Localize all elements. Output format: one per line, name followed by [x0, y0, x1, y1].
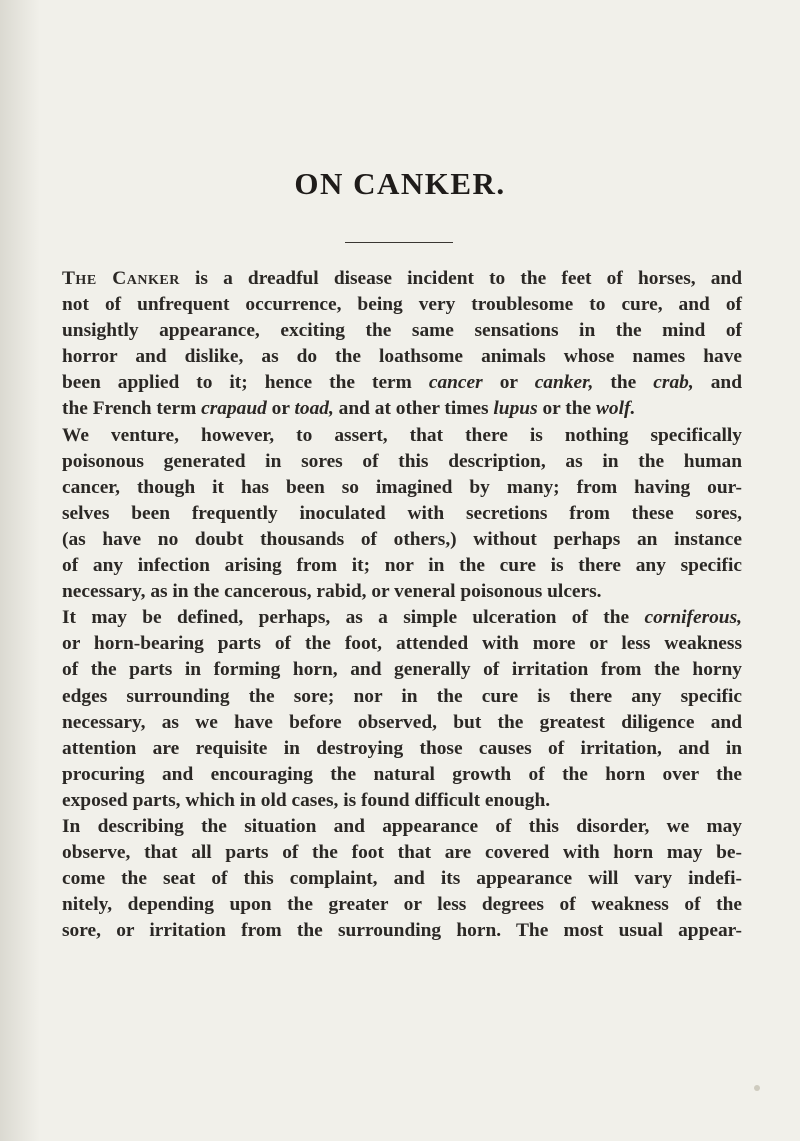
text-run: attention are requisite in destroying those causes of irritation, and in [62, 737, 742, 759]
title-rule [345, 242, 453, 243]
text-run: of any infection arising from it; nor in the cure is there any specific [62, 555, 742, 577]
text-line [62, 866, 742, 892]
text-run: (as have no doubt thousands of others,) without perhaps an instance [62, 528, 742, 550]
text-line [62, 814, 742, 840]
text-line [62, 449, 742, 475]
text-run: edges surrounding the sore; nor in the cure is there any specific [62, 685, 742, 707]
text-line [62, 892, 742, 918]
text-line [62, 527, 742, 553]
text-run: necessary, as in the cancerous, rabid, or veneral poisonous ulcers. [62, 581, 602, 603]
text-run: been applied to it; hence the term [62, 372, 429, 394]
text-run: or [266, 398, 295, 420]
text-run: the French term [62, 398, 202, 420]
text-line [62, 501, 742, 527]
chapter-title: ON CANKER. [294, 166, 506, 201]
italic-term: crab, [653, 372, 694, 394]
text-line [62, 605, 742, 631]
text-run: In describing the situation and appearance of this disorder, we may [62, 815, 742, 837]
text-line [62, 788, 742, 814]
text-line [62, 344, 742, 370]
text-line [62, 684, 742, 710]
text-run: the [593, 372, 654, 394]
text-run: come the seat of this complaint, and its appearance will vary indefi- [62, 868, 742, 890]
small-caps-lead: The Canker [62, 268, 180, 289]
text-line [62, 370, 742, 396]
text-line [62, 266, 742, 292]
text-line [62, 553, 742, 579]
text-run: not of unfrequent occurrence, being very troublesome to cure, and of [62, 294, 742, 316]
italic-term: lupus [493, 398, 538, 420]
italic-term: cancer [428, 372, 483, 394]
text-run: selves been frequently inoculated with secretions from these sores, [62, 502, 742, 524]
text-run: unsightly appearance, exciting the same sensations in the mind of [62, 320, 742, 342]
text-line [62, 631, 742, 657]
text-run: horror and dislike, as do the loathsome animals whose names have [62, 346, 742, 368]
text-line [62, 396, 742, 422]
paper-mark [754, 1085, 760, 1091]
text-line [62, 736, 742, 762]
italic-term: corniferous, [644, 607, 742, 629]
text-run: poisonous generated in sores of this description, as in the human [62, 450, 742, 472]
text-line [62, 579, 742, 605]
text-run: or the [537, 398, 596, 420]
text-run: is a dreadful disease incident to the feet of horses, and [179, 268, 742, 289]
text-run: and at other times [333, 398, 494, 420]
text-run: It may be defined, perhaps, as a simple ulceration of the [62, 607, 645, 629]
text-run: sore, or irritation from the surrounding horn. The most usual appear- [62, 920, 742, 942]
text-line [62, 475, 742, 501]
text-line [62, 318, 742, 344]
italic-term: toad, [294, 398, 334, 420]
text-line [62, 657, 742, 683]
text-line [62, 762, 742, 788]
text-run: and [693, 372, 742, 394]
body-text [62, 266, 742, 944]
text-line [62, 292, 742, 318]
text-run: necessary, as we have before observed, but the greatest diligence and [62, 711, 742, 733]
text-line [62, 918, 742, 944]
text-line [62, 710, 742, 736]
text-run: We venture, however, to assert, that there is nothing specifically [62, 424, 742, 446]
text-run: of the parts in forming horn, and generally of irritation from the horny [62, 659, 742, 681]
text-run: or horn-bearing parts of the foot, attended with more or less weakness [62, 633, 742, 655]
text-run: exposed parts, which in old cases, is found difficult enough. [62, 789, 551, 811]
text-run: observe, that all parts of the foot that are covered with horn may be- [62, 842, 742, 864]
italic-term: canker, [534, 372, 594, 394]
text-line [62, 840, 742, 866]
text-run: nitely, depending upon the greater or less degrees of weakness of the [62, 894, 742, 916]
italic-term: wolf. [595, 398, 636, 420]
text-run: cancer, though it has been so imagined by many; from having our- [62, 476, 742, 498]
text-line [62, 423, 742, 449]
italic-term: crapaud [201, 398, 267, 420]
text-run: procuring and encouraging the natural growth of the horn over the [62, 763, 742, 785]
text-run: or [482, 372, 535, 394]
